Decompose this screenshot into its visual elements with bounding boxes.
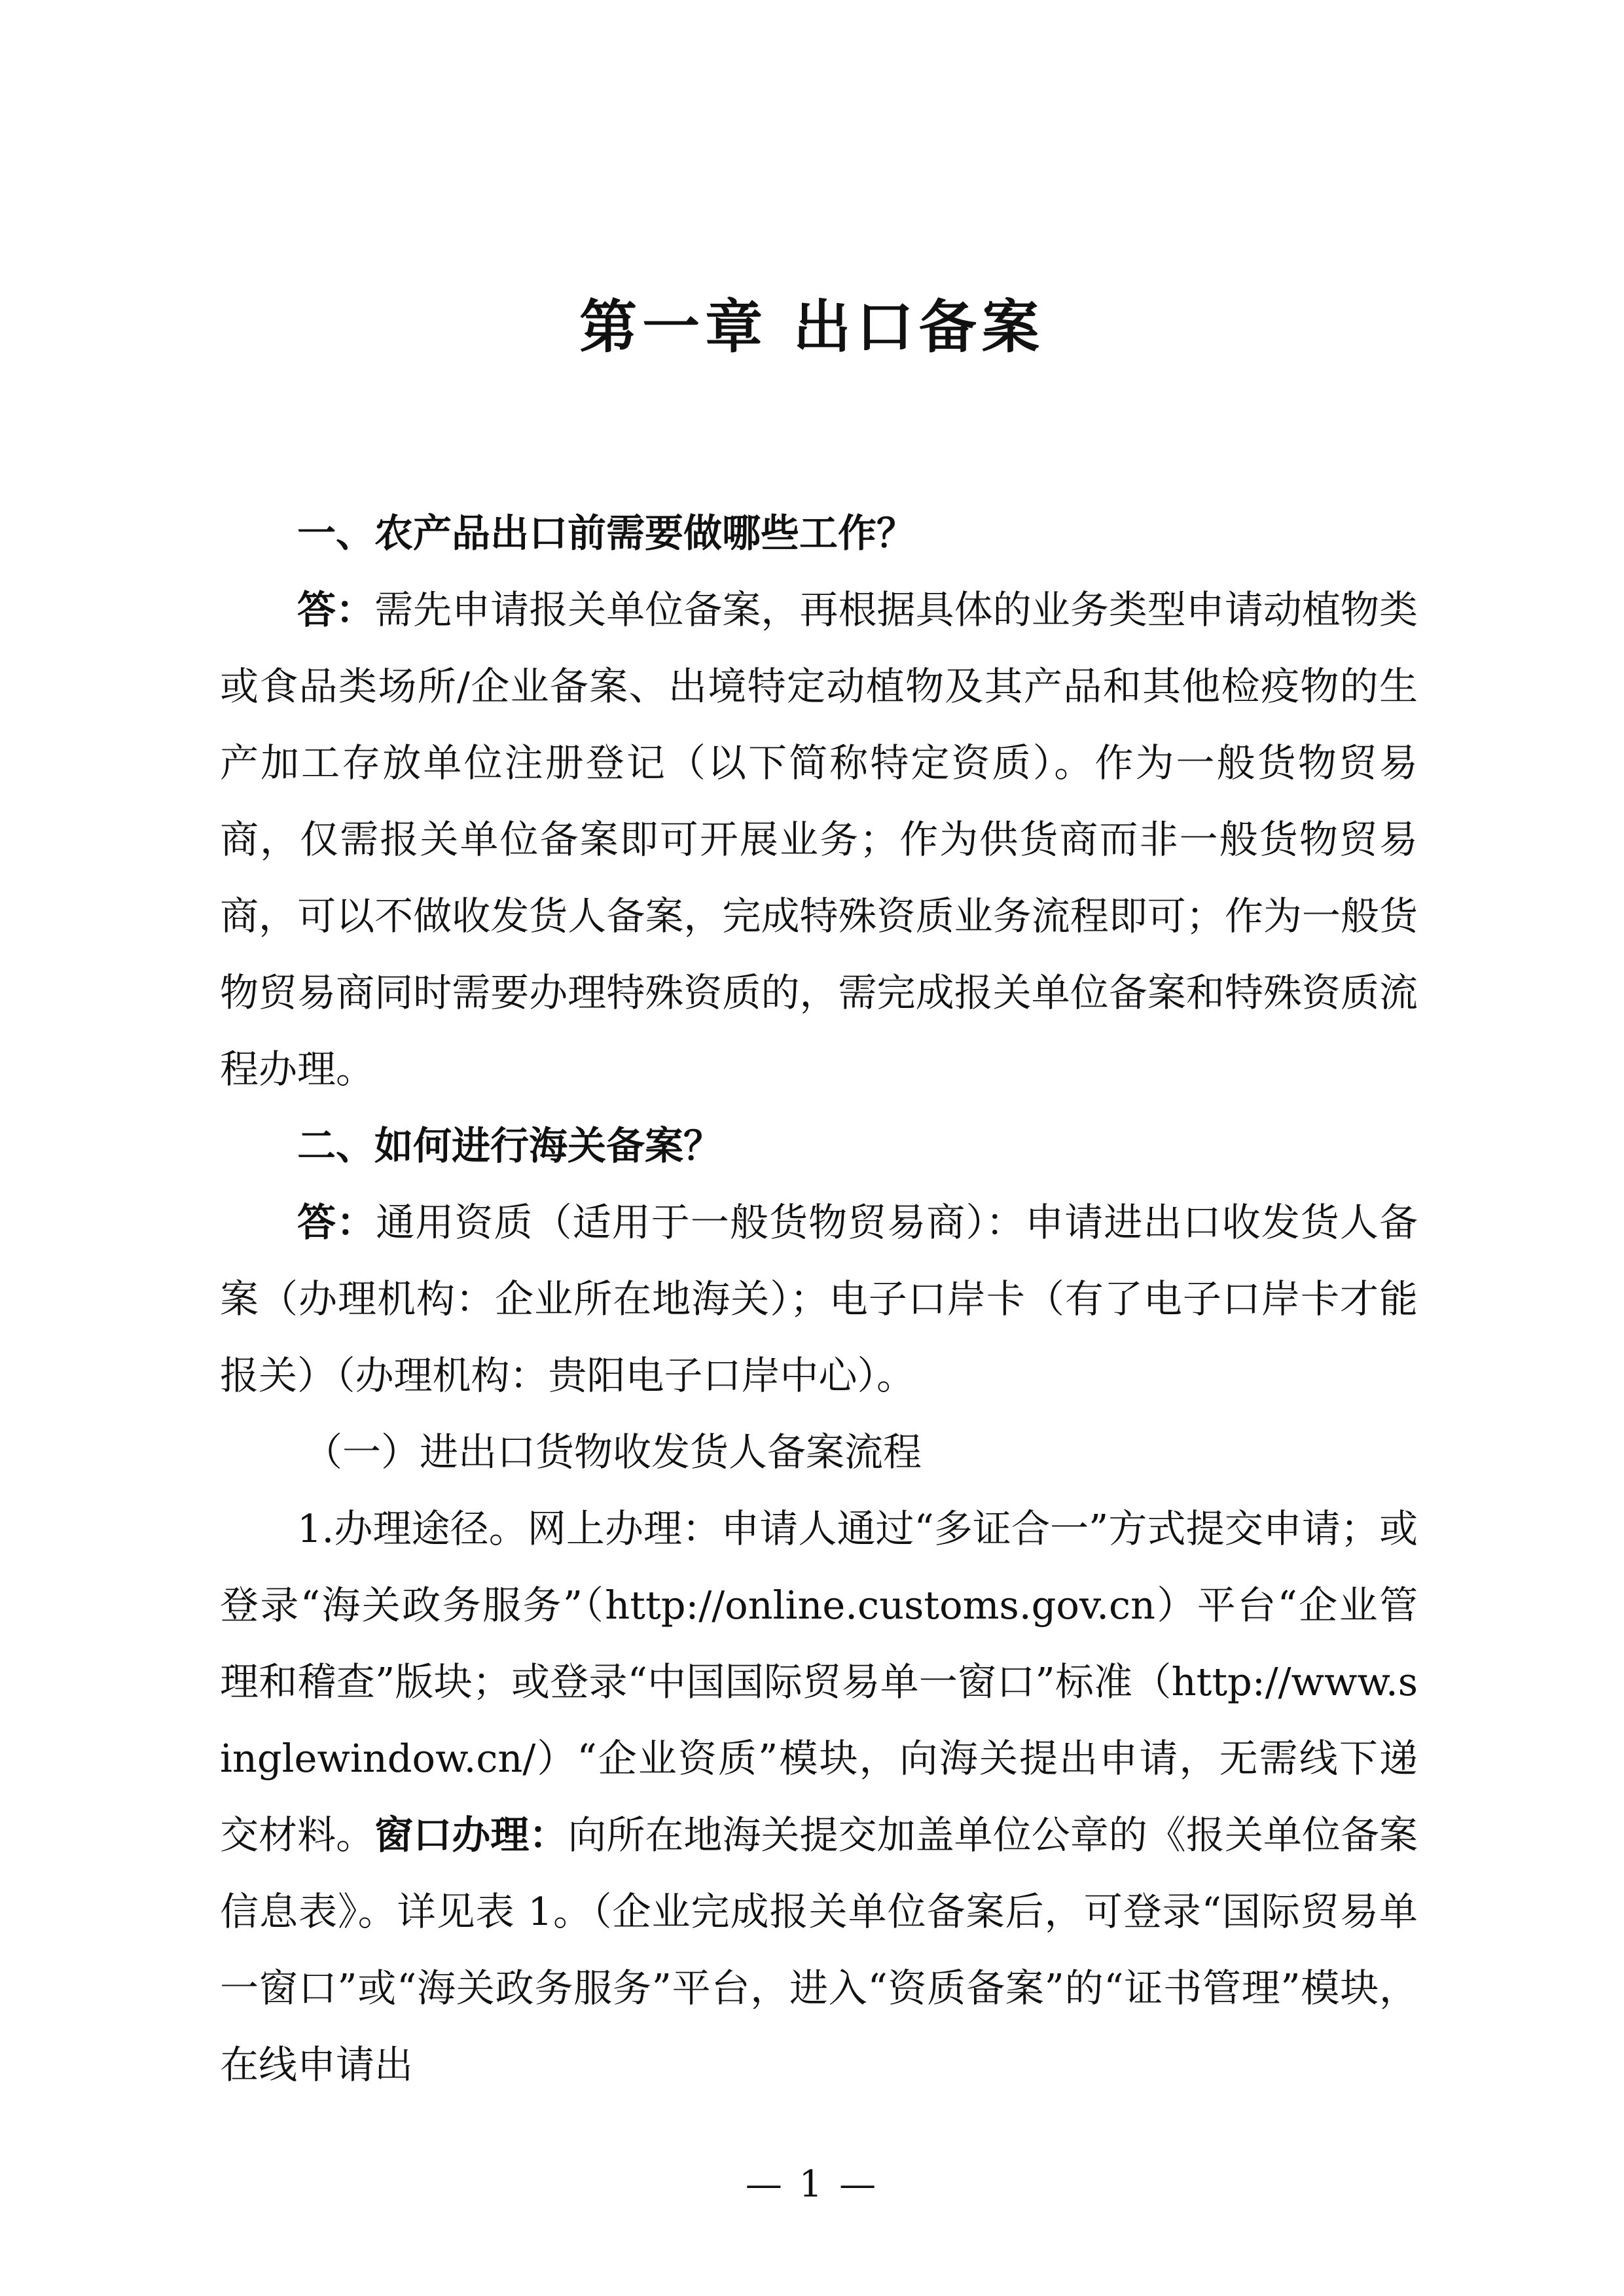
answer-text-2: 通用资质（适用于一般货物贸易商）：申请进出口收发货人备案（办理机构：企业所在地海关）；电子口岸卡（有了电子口岸卡才能报关）（办理机构：贵阳电子口岸中心）。 (220, 1200, 1418, 1398)
answer-label-2: 答： (297, 1200, 376, 1245)
subsection-heading: （一）进出口货物收发货人备案流程 (304, 1429, 922, 1475)
section-answer-1 (220, 571, 1418, 1107)
document-body (220, 495, 1418, 2103)
subsection-item-1 (220, 1490, 1418, 2103)
item-text-window: 向所在地海关提交加盖单位公章的《报关单位备案信息表》。详见表 1。（企业完成报关单位备案后，可登录“国际贸易单一窗口”或“海关政务服务”平台，进入“资质备案”的“证书管理”模块，在线申请出 (220, 1812, 1418, 2087)
item-text-online: 1.办理途径。网上办理：申请人通过“多证合一”方式提交申请；或登录“海关政务服务”（http://online.customs.gov.cn）平台“企业管理和稽查”版块；或登录“中国国际贸易单一窗口”标准（http://www.singlewindow.cn/）“企业资质”模块，向海关提出申请，无需线下递交材料。 (220, 1506, 1418, 1857)
answer-text-1: 需先申请报关单位备案，再根据具体的业务类型申请动植物类或食品类场所/企业备案、出境特定动植物及其产品和其他检疫物的生产加工存放单位注册登记（以下简称特定资质）。作为一般货物贸易商，仅需报关单位备案即可开展业务；作为供货商而非一般货物贸易商，可以不做收发货人备案，完成特殊资质业务流程即可；作为一般货物贸易商同时需要办理特殊资质的，需完成报关单位备案和特殊资质流程办理。 (220, 587, 1418, 1092)
section-heading-2: 二、如何进行海关备案？ (297, 1123, 723, 1168)
page-title: 第一章 出口备案 (579, 293, 1045, 361)
section-answer-2 (220, 1184, 1418, 1414)
section-heading-1: 一、农产品出口前需要做哪些工作？ (297, 511, 916, 556)
answer-label-1: 答： (297, 587, 375, 632)
item-label-window: 窗口办理： (374, 1812, 568, 1857)
page-number: — 1 — (745, 2163, 879, 2206)
